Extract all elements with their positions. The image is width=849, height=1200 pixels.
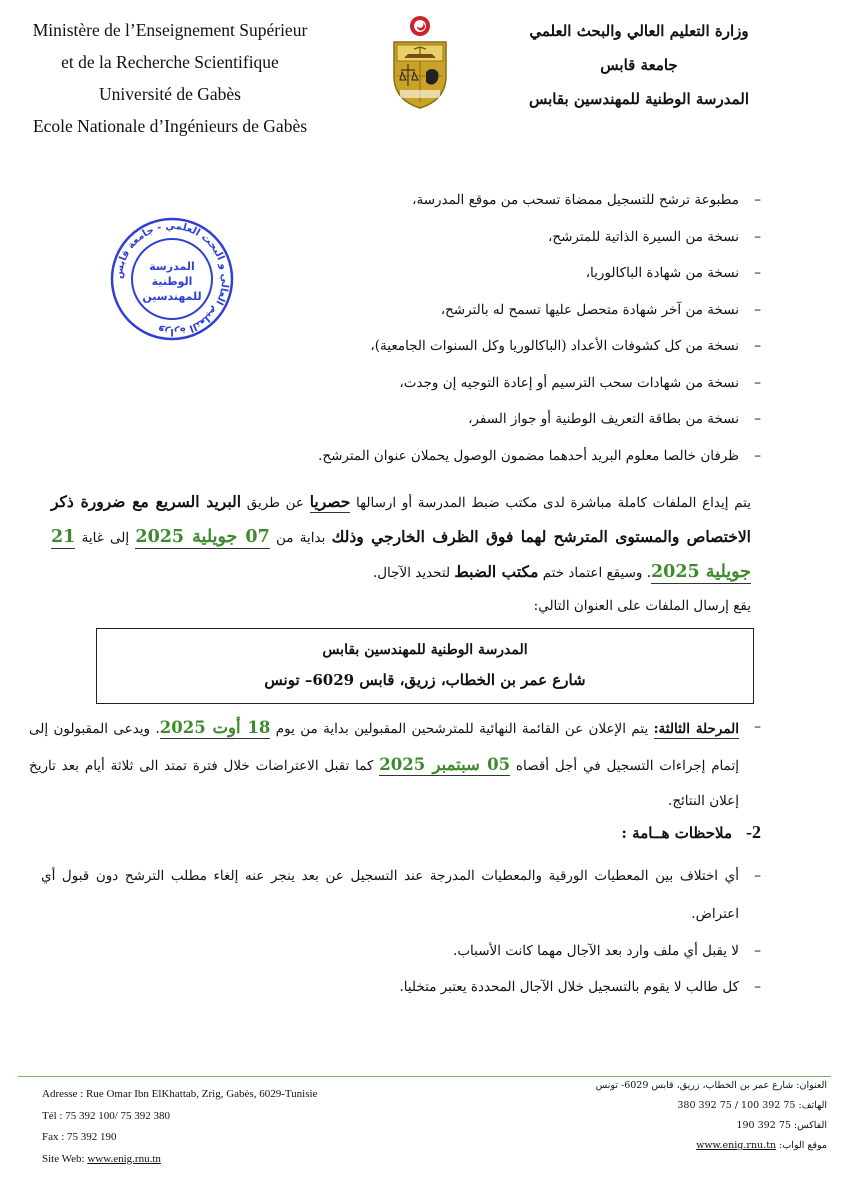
footer-website-arabic: موقع الواب: www.enig.rnu.tn <box>696 1140 827 1151</box>
list-item: – نسخة من آخر شهادة متحصل عليها تسمح له بالترشح، <box>440 301 761 318</box>
footer-address: Adresse : Rue Omar Ibn ElKhattab, Zrig, Gabès, 6029-Tunisie <box>42 1088 318 1100</box>
registration-deadline: 05 سبتمبر 2025 <box>379 755 511 774</box>
deposit-paragraph: يتم إيداع الملفات كاملة مباشرة لدى مكتب ضبط المدرسة أو ارسالها حصريا عن طريق البريد السريع مع ضرورة ذكر الاختصاص والمستوى المترشح لهما فوق الظرف الخارجي وذلك بداية من 07 جويلية 2025 إلى غاية 21 جويلية 2025. وسيقع اعتماد ختم مكتب الضبط لتحديد الآجال. <box>51 492 752 582</box>
list-item: – كل طالب لا يقوم بالتسجيل خلال الآجال المحددة يعتبر متخليا. <box>399 979 761 995</box>
results-date: 18 أوت 2025 <box>159 718 271 737</box>
registry-office-label: مكتب الضبط <box>454 562 539 581</box>
website-link[interactable]: www.enig.rnu.tn <box>87 1152 161 1165</box>
exclusively-label: حصريا <box>309 492 351 511</box>
section-number: 2- <box>746 822 761 842</box>
footer-website-row: Site Web: www.enig.rnu.tn <box>42 1152 161 1165</box>
ministry-line-2: et de la Recherche Scientifique <box>61 52 279 72</box>
mailing-address-box <box>96 628 754 704</box>
address-box-school: المدرسة الوطنية للمهندسين بقابس <box>322 642 528 658</box>
stamp-line-2: الوطنية <box>151 275 193 288</box>
phase-three-paragraph: – المرحلة الثالثة: يتم الإعلان عن القائمة النهائية للمترشحين المقبولين بداية من يوم 18 أوت 2025. ويدعى المقبولون إلى إتمام إجراءات التسجيل في أجل أقصاه 05 سبتمبر 2025 كما تقبل الاعتراضات خلال فترة تمتد الى ثلاثة أيام بعد تاريخ إعلان النتائج. <box>29 718 761 809</box>
website-link-arabic[interactable]: www.enig.rnu.tn <box>696 1140 777 1151</box>
school-name-arabic: المدرسة الوطنية للمهندسين بقابس <box>529 90 749 108</box>
stamp-line-3: للمهندسين <box>142 290 202 303</box>
list-item: – نسخة من بطاقة التعريف الوطنية أو جواز السفر، <box>468 411 761 427</box>
required-documents-list <box>61 182 761 474</box>
list-item: – ظرفان خالصا معلوم البريد أحدهما مضمون الوصول يحملان عنوان المترشح. <box>318 447 761 464</box>
footer-french <box>42 1084 317 1170</box>
footer-arabic <box>567 1076 827 1156</box>
list-item: – نسخة من شهادة الباكالوريا، <box>585 265 761 281</box>
stamp-line-1: المدرسة <box>149 260 195 273</box>
deposit-end-date: 21 جويلية 2025 <box>51 527 751 582</box>
list-item: – مطبوعة ترشح للتسجيل ممضاة تسحب من موقع المدرسة، <box>412 192 761 208</box>
ministry-line-arabic: وزارة التعليم العالي والبحث العلمي <box>529 22 749 40</box>
footer-fax: Fax : 75 392 190 <box>42 1131 117 1143</box>
school-name: Ecole Nationale d’Ingénieurs de Gabès <box>32 116 308 136</box>
phase-three-label: المرحلة الثالثة: <box>653 721 739 737</box>
important-notes-heading: 2-ملاحظات هــامة : <box>621 822 761 842</box>
express-mail-note: البريد السريع مع ضرورة ذكر الاختصاص والمستوى المترشح لهما فوق الظرف الخارجي وذلك <box>51 492 751 546</box>
tunisia-coat-of-arms-icon <box>388 14 452 110</box>
address-intro: يقع إرسال الملفات على العنوان التالي: <box>533 598 751 614</box>
address-box-street: شارع عمر بن الخطاب، زريق، قابس 6029– تونس <box>264 671 586 689</box>
deposit-start-date: 07 جويلية 2025 <box>135 527 270 547</box>
footer-phone: Tél : 75 392 100/ 75 392 380 <box>42 1109 171 1122</box>
list-item: – نسخة من كل كشوفات الأعداد (الباكالوريا وكل السنوات الجامعية)، <box>370 338 761 354</box>
stamp-outer-text: وزارة التعليم العالي و البحث العلمي - جامعة قابس <box>113 220 231 338</box>
footer-fax-arabic: الفاكس: 75 392 190 <box>736 1120 827 1131</box>
ministry-line-1: Ministère de l’Enseignement Supérieur <box>32 20 308 40</box>
list-item: – نسخة من السيرة الذاتية للمترشح، <box>548 228 761 245</box>
header-french <box>10 14 330 142</box>
header-arabic <box>489 14 789 116</box>
university-name-arabic: جامعة قابس <box>600 56 678 74</box>
university-name: Université de Gabès <box>99 84 241 104</box>
footer-phone-arabic: الهاتف: 75 392 100 / 75 392 380 <box>677 1100 827 1111</box>
important-notes-list <box>41 857 761 1005</box>
footer-address-arabic: العنوان: شارع عمر بن الخطاب، زريق، قابس 6029- تونس <box>595 1080 827 1091</box>
list-item: – نسخة من شهادات سحب الترسيم أو إعادة التوجيه إن وجدت، <box>399 374 761 391</box>
list-item: – أي اختلاف بين المعطيات الورقية والمعطيات المدرجة عند التسجيل عن بعد ينجر عنه إلغاء مطلب الترشح دون قبول أي اعتراض. <box>41 868 761 922</box>
list-item: – لا يقبل أي ملف وارد بعد الآجال مهما كانت الأسباب. <box>453 943 761 959</box>
